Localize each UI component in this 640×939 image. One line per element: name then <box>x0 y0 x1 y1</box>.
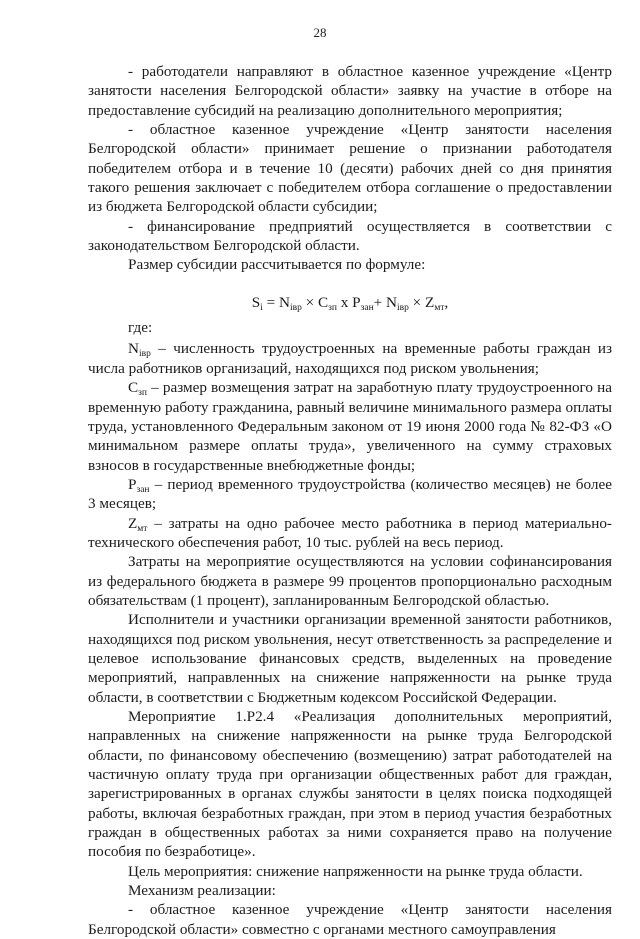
definition-p <box>88 475 612 514</box>
definition-c-symbol: C <box>128 379 139 397</box>
formula-eq: = N <box>262 293 290 311</box>
paragraph-mechanism: Механизм реализации: <box>128 882 276 900</box>
paragraph-goal: Цель мероприятия: снижение напряженности на рынке труда области. <box>128 862 583 880</box>
definition-p-sub: зан <box>136 484 150 495</box>
definition-n-sub: iвр <box>138 349 151 360</box>
paragraph-responsibility: Исполнители и участники организации временной занятости работников, находящихся под риском увольнения, несут ответственность за распределение и целевое использование финансовых средств, выделенных на проведение мероприятий, направленных на снижение напряженности на рынке труда области, в соответствии с Бюджетным кодексом Российской Федерации. <box>88 611 612 706</box>
formula-x2: x P <box>336 293 361 311</box>
paragraph-financing: - финансирование предприятий осуществляется в соответствии с законодательством Белгородской области. <box>88 217 612 255</box>
definition-n-symbol: N <box>128 340 139 358</box>
definition-c-text: – размер возмещения затрат на заработную плату трудоустроенного на временную работу гражданина, равный величине минимального размера оплаты труда, установленного Федеральным законом от 19 июня 2000 года № 82-ФЗ «О минимальном размере оплаты труда», увеличенного на сумму страховых взносов в государственные внебюджетные фонды; <box>88 379 612 474</box>
paragraph-formula-intro: Размер субсидии рассчитывается по формуле: <box>128 256 426 274</box>
definition-c-sub: зп <box>138 388 147 399</box>
paragraph-measure-1p24: Мероприятие 1.Р2.4 «Реализация дополнительных мероприятий, направленных на снижение напряженности на рынке труда Белгородской области, по финансовому обеспечению (возмещению) затрат работодателей на частичную оплату труда при организации общественных работ для граждан, зарегистрированных в органах службы занятости в целях поиска подходящей работы, включая безработных граждан, при этом в период участия безработных граждан в общественных работах за ними сохраняется право на получение пособия по безработице». <box>88 708 612 861</box>
paragraph-center-decision: - областное казенное учреждение «Центр занятости населения Белгородской области» принимает решение о признании работодателя победителем отбора и в течение 10 (десяти) рабочих дней со дня принятия такого решения заключает с победителем отбора соглашение о предоставлении из бюджета Белгородской области субсидии; <box>88 121 612 216</box>
definition-c <box>88 378 612 475</box>
formula-p-sub: зан <box>360 302 374 313</box>
formula-plus: + N <box>373 293 397 311</box>
formula-z-sub: мт <box>434 302 445 313</box>
definition-n-text: – численность трудоустроенных на временные работы граждан из числа работников организаций, находящихся под риском увольнения; <box>88 340 612 377</box>
definition-z-symbol: Z <box>128 514 138 532</box>
definition-n <box>88 339 612 378</box>
formula-x3: × Z <box>408 293 435 311</box>
paragraph-cofinancing: Затраты на мероприятие осуществляются на условии софинансирования из федерального бюджета в размере 99 процентов пропорционально расходным обязательствам (1 процент), запланированным Белгородской областью. <box>88 553 612 609</box>
document-body <box>88 62 612 939</box>
formula-n2-sub: iвр <box>397 302 409 313</box>
page-number: 28 <box>313 25 327 40</box>
definition-z <box>88 514 612 553</box>
definition-z-text: – затраты на одно рабочее место работника в период материально-технического обеспечения работ, 10 тыс. рублей на весь период. <box>88 514 612 551</box>
subsidy-formula <box>88 293 612 312</box>
formula-s-sub: i <box>260 302 263 313</box>
formula-s: S <box>251 293 261 311</box>
definition-z-sub: мт <box>137 523 148 534</box>
definition-p-symbol: P <box>128 475 137 493</box>
paragraph-center-with-municipalities: - областное казенное учреждение «Центр занятости населения Белгородской области» совместно с органами местного самоуправления <box>88 901 612 938</box>
definition-p-text: – период временного трудоустройства (количество месяцев) не более 3 месяцев; <box>88 475 612 513</box>
paragraph-employers-apply: - работодатели направляют в областное казенное учреждение «Центр занятости населения Белгородской области» заявку на участие в отборе на предоставление субсидий на реализацию дополнительного мероприятия; <box>88 63 612 119</box>
formula-n-sub: iвр <box>289 302 302 313</box>
formula-end: , <box>444 293 449 311</box>
formula-c-sub: зп <box>328 302 337 313</box>
paragraph-where: где: <box>128 319 153 337</box>
formula-x1: × C <box>301 293 329 311</box>
